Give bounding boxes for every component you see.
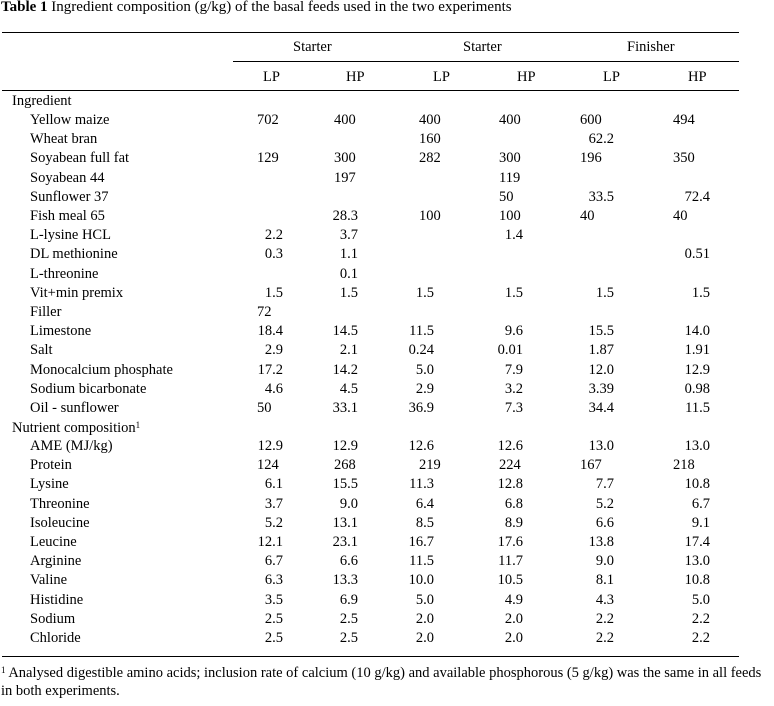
ingredient-cell: 300	[334, 150, 356, 167]
nutrient-cell: 2.0	[415, 630, 434, 646]
nutrient-cell: 6.7	[264, 553, 283, 570]
ingredient-cell: 7.3	[504, 400, 523, 416]
nutrient-cell: 9.0	[339, 495, 358, 512]
nutrient-cell: 16.7	[408, 534, 434, 550]
nutrient-cell: 23.1	[332, 534, 358, 550]
nutrient-cell: 5.0	[415, 591, 434, 608]
nutrient-row-label: AME (MJ/kg)	[30, 438, 113, 454]
ingredient-cell: 1.5	[595, 284, 614, 301]
nutrient-cell: 10.5	[497, 572, 523, 589]
nutrient-cell: 6.8	[504, 495, 523, 512]
ingredient-cell: 15.5	[588, 323, 614, 340]
ingredient-cell: 1.5	[504, 284, 523, 301]
nutrient-cell: 13.3	[332, 572, 358, 589]
nutrient-cell: 5.2	[595, 495, 614, 512]
footnote-text: Analysed digestible amino acids; inclusion rate of calcium (10 g/kg) and available phosphorous (5 g/kg) was the same in all feeds in both experiments.	[1, 665, 762, 699]
ingredient-cell: 9.6	[504, 323, 523, 340]
table-caption	[1, 0, 512, 16]
ingredient-cell: 197	[334, 169, 356, 186]
ingredient-cell: 17.2	[257, 361, 283, 378]
subheader-lp-3: LP	[603, 69, 620, 85]
nutrient-cell: 12.9	[257, 438, 283, 454]
ingredient-cell: 1.5	[415, 284, 434, 301]
ingredient-cell: 400	[499, 112, 521, 128]
table-label: Table 1	[1, 0, 48, 15]
ingredient-cell: 1.91	[684, 342, 710, 359]
ingredient-row-label: L-threonine	[30, 265, 99, 282]
nutrient-cell: 11.7	[498, 553, 523, 570]
ingredient-cell: 119	[499, 169, 521, 186]
ingredient-cell: 282	[419, 150, 441, 167]
ingredient-cell: 40	[580, 208, 595, 224]
nutrient-cell: 10.8	[684, 572, 710, 589]
ingredient-cell: 1.1	[339, 246, 358, 263]
ingredient-cell: 50	[257, 400, 272, 416]
ingredient-cell: 5.0	[415, 361, 434, 378]
ingredient-cell: 1.5	[264, 284, 283, 301]
ingredient-cell: 28.3	[332, 208, 358, 224]
nutrient-cell: 15.5	[332, 476, 358, 493]
subheader-hp-3: HP	[688, 69, 707, 85]
nutrient-cell: 2.0	[504, 630, 523, 646]
ingredient-cell: 33.1	[332, 400, 358, 416]
nutrient-cell: 2.5	[264, 610, 283, 627]
ingredient-cell: 100	[419, 208, 441, 224]
nutrient-row-label: Protein	[30, 457, 72, 474]
footnote-sup: 1	[1, 665, 6, 675]
nutrient-row-label: Valine	[30, 572, 68, 589]
nutrient-cell: 10.0	[408, 572, 434, 589]
ingredient-cell: 494	[673, 112, 695, 128]
nutrient-cell: 6.4	[415, 495, 434, 512]
nutrient-cell: 124	[257, 457, 279, 474]
ingredient-cell: 72.4	[684, 188, 710, 205]
nutrient-cell: 11.5	[409, 553, 434, 570]
ingredient-row-label: Sunflower 37	[30, 188, 109, 205]
ingredient-cell: 129	[257, 150, 279, 167]
nutrient-cell: 17.6	[497, 534, 523, 550]
ingredient-row-label: Vit+min premix	[30, 284, 124, 301]
ingredient-cell: 50	[499, 188, 514, 205]
nutrient-cell: 167	[580, 457, 602, 474]
ingredient-row-label: Sodium bicarbonate	[30, 380, 147, 397]
ingredient-cell: 1.5	[339, 284, 358, 301]
ingredient-cell: 3.39	[588, 380, 614, 397]
ingredient-cell: 1.4	[504, 227, 523, 244]
nutrient-cell: 6.9	[339, 591, 358, 608]
nutrient-cell: 219	[419, 457, 441, 474]
nutrient-row-label: Lysine	[30, 476, 69, 493]
nutrient-cell: 12.8	[497, 476, 523, 493]
ingredient-cell: 4.6	[264, 380, 283, 397]
subheader-lp-2: LP	[433, 69, 450, 85]
ingredient-cell: 702	[257, 112, 279, 128]
nutrient-row-label: Leucine	[30, 534, 77, 550]
nutrient-cell: 2.2	[691, 610, 710, 627]
nutrient-cell: 12.1	[257, 534, 283, 550]
ingredient-cell: 2.1	[339, 342, 358, 359]
nutrient-cell: 2.2	[691, 630, 710, 646]
nutrient-cell: 2.2	[595, 610, 614, 627]
nutrient-cell: 10.8	[684, 476, 710, 493]
top-rule	[2, 32, 739, 33]
nutrient-cell: 9.0	[595, 553, 614, 570]
ingredient-row-label: Salt	[30, 342, 53, 359]
nutrient-cell: 6.3	[264, 572, 283, 589]
nutrient-cell: 3.5	[264, 591, 283, 608]
ingredient-cell: 400	[419, 112, 441, 128]
ingredient-row-label: Wheat bran	[30, 131, 98, 148]
nutrient-cell: 12.6	[408, 438, 434, 454]
section-nutrient-composition	[12, 419, 140, 438]
nutrient-cell: 2.5	[339, 630, 358, 646]
nutrient-cell: 7.7	[595, 476, 614, 493]
ingredient-cell: 1.87	[588, 342, 614, 359]
ingredient-cell: 1.5	[691, 284, 710, 301]
table-footnote	[1, 664, 774, 700]
ingredient-cell: 350	[673, 150, 695, 167]
ingredient-cell: 72	[257, 304, 272, 320]
nutrient-cell: 8.5	[415, 514, 434, 531]
ingredient-row-label: Soyabean 44	[30, 169, 105, 186]
nutrient-cell: 4.3	[595, 591, 614, 608]
group-header-starter-2: Starter	[463, 39, 502, 55]
footnote-marker: 1	[135, 420, 141, 430]
ingredient-cell: 0.3	[264, 246, 283, 263]
nutrient-cell: 17.4	[684, 534, 710, 550]
ingredient-cell: 62.2	[588, 131, 614, 148]
ingredient-cell: 11.5	[409, 323, 434, 340]
nutrient-cell: 224	[499, 457, 521, 474]
nutrient-row-label: Isoleucine	[30, 514, 90, 531]
ingredient-cell: 0.01	[497, 342, 523, 359]
ingredient-cell: 2.2	[264, 227, 283, 244]
nutrient-cell: 3.7	[264, 495, 283, 512]
nutrient-cell: 6.6	[595, 514, 614, 531]
nutrient-cell: 11.3	[409, 476, 434, 493]
nutrient-row-label: Histidine	[30, 591, 84, 608]
ingredient-cell: 12.0	[588, 361, 614, 378]
nutrient-cell: 12.6	[497, 438, 523, 454]
nutrient-row-label: Arginine	[30, 553, 82, 570]
ingredient-cell: 4.5	[339, 380, 358, 397]
nutrient-cell: 9.1	[691, 514, 710, 531]
bottom-rule	[2, 656, 739, 657]
ingredient-cell: 400	[334, 112, 356, 128]
nutrient-cell: 13.8	[588, 534, 614, 550]
ingredient-cell: 3.2	[504, 380, 523, 397]
ingredient-cell: 0.1	[339, 265, 358, 282]
ingredient-cell: 0.98	[684, 380, 710, 397]
section-nutrient-label: Nutrient composition	[12, 420, 136, 436]
ingredient-row-label: DL methionine	[30, 246, 118, 263]
nutrient-row-label: Chloride	[30, 630, 81, 646]
caption-text: Ingredient composition (g/kg) of the basal feeds used in the two experiments	[47, 0, 512, 15]
ingredient-row-label: Filler	[30, 304, 62, 320]
ingredient-cell: 14.5	[332, 323, 358, 340]
ingredient-cell: 34.4	[588, 400, 614, 416]
nutrient-cell: 6.6	[339, 553, 358, 570]
ingredient-cell: 7.9	[504, 361, 523, 378]
ingredient-cell: 0.51	[684, 246, 710, 263]
ingredient-cell: 12.9	[684, 361, 710, 378]
nutrient-cell: 13.0	[684, 553, 710, 570]
subheader-hp-1: HP	[346, 69, 365, 85]
ingredient-row-label: Oil - sunflower	[30, 400, 119, 416]
ingredient-cell: 11.5	[685, 400, 710, 416]
ingredient-cell: 33.5	[588, 188, 614, 205]
header-rule	[2, 90, 739, 91]
ingredient-row-label: L-lysine HCL	[30, 227, 111, 244]
ingredient-cell: 3.7	[339, 227, 358, 244]
group-header-finisher: Finisher	[627, 39, 675, 55]
ingredient-cell: 300	[499, 150, 521, 167]
ingredient-cell: 36.9	[408, 400, 434, 416]
nutrient-cell: 218	[673, 457, 695, 474]
subheader-hp-2: HP	[517, 69, 536, 85]
nutrient-cell: 12.9	[332, 438, 358, 454]
nutrient-cell: 2.0	[415, 610, 434, 627]
nutrient-cell: 4.9	[504, 591, 523, 608]
nutrient-cell: 2.5	[264, 630, 283, 646]
ingredient-cell: 18.4	[257, 323, 283, 340]
ingredient-cell: 600	[580, 112, 602, 128]
nutrient-cell: 13.0	[588, 438, 614, 454]
ingredient-cell: 14.0	[684, 323, 710, 340]
ingredient-row-label: Soyabean full fat	[30, 150, 130, 167]
nutrient-cell: 8.1	[595, 572, 614, 589]
nutrient-cell: 6.1	[264, 476, 283, 493]
nutrient-cell: 5.2	[264, 514, 283, 531]
nutrient-row-label: Sodium	[30, 610, 76, 627]
nutrient-cell: 268	[334, 457, 356, 474]
nutrient-row-label: Threonine	[30, 495, 90, 512]
nutrient-cell: 2.5	[339, 610, 358, 627]
nutrient-cell: 13.1	[332, 514, 358, 531]
nutrient-cell: 2.0	[504, 610, 523, 627]
ingredient-row-label: Monocalcium phosphate	[30, 361, 173, 378]
ingredient-cell: 196	[580, 150, 602, 167]
ingredient-cell: 2.9	[264, 342, 283, 359]
ingredient-cell: 100	[499, 208, 521, 224]
nutrient-cell: 6.7	[691, 495, 710, 512]
group-header-starter-1: Starter	[293, 39, 332, 55]
ingredient-cell: 40	[673, 208, 688, 224]
ingredient-row-label: Limestone	[30, 323, 92, 340]
nutrient-cell: 8.9	[504, 514, 523, 531]
ingredient-row-label: Yellow maize	[30, 112, 110, 128]
subheader-lp-1: LP	[263, 69, 280, 85]
section-ingredient: Ingredient	[12, 93, 72, 109]
ingredient-cell: 2.9	[415, 380, 434, 397]
ingredient-cell: 14.2	[332, 361, 358, 378]
ingredient-cell: 160	[419, 131, 441, 148]
nutrient-cell: 5.0	[691, 591, 710, 608]
nutrient-cell: 13.0	[684, 438, 710, 454]
nutrient-cell: 2.2	[595, 630, 614, 646]
ingredient-row-label: Fish meal 65	[30, 208, 105, 224]
group-rule	[233, 61, 739, 62]
ingredient-cell: 0.24	[408, 342, 434, 359]
